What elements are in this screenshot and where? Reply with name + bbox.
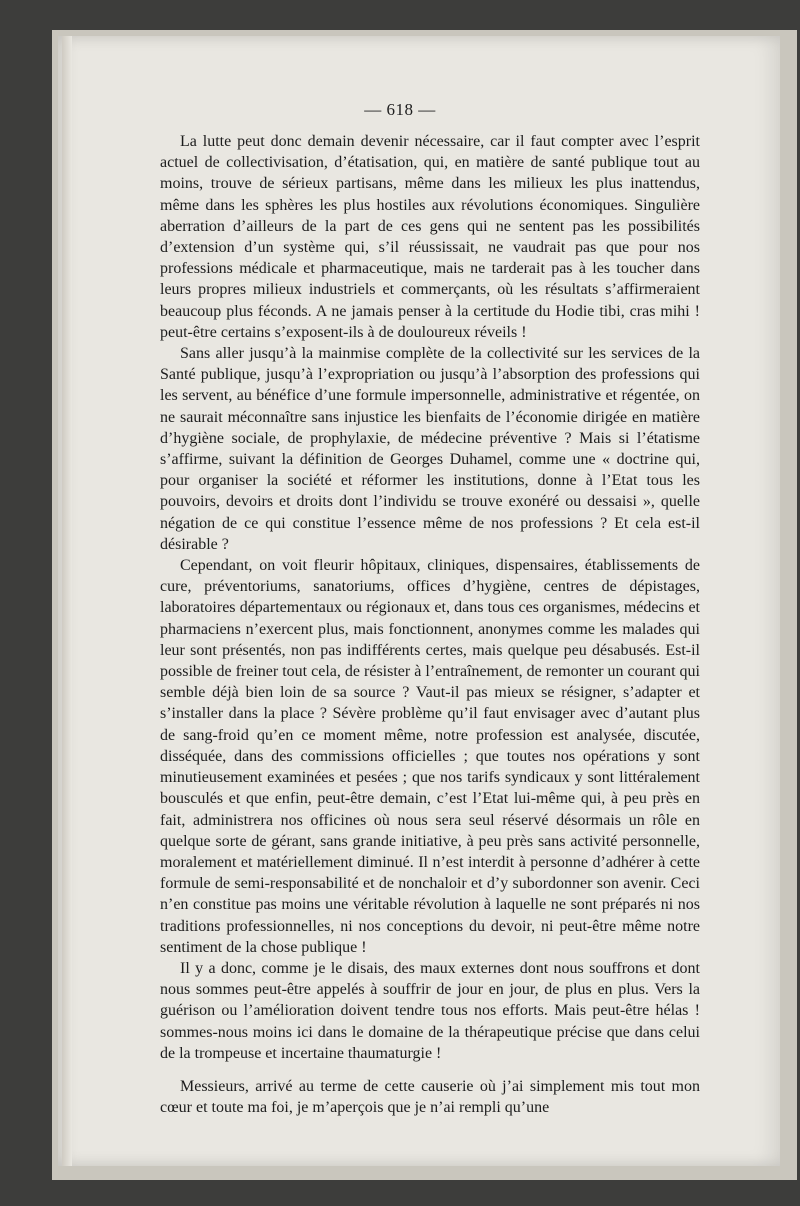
page-gutter: [62, 36, 72, 1166]
paragraph: Cependant, on voit fleurir hôpitaux, cliniques, dispensaires, établissements de cure, préventoriums, sanatoriums, offices d’hygiène, centres de dépistages, laboratoires départementaux ou régionaux et, dans tous ces organismes, médecins et pharmaciens n’exercent plus, mais fonctionnent, anonymes comme les malades qui leur sont présentés, non pas indifférents certes, mais quelque peu désabusés. Est-il possible de freiner tout cela, de résister à l’entraînement, de remonter un courant qui semble déjà bien loin de sa source ? Vaut-il pas mieux se résigner, s’adapter et s’installer dans la place ? Sévère problème qu’il faut envisager avec d’autant plus de sang-froid qu’en ce moment même, notre profession est analysée, discutée, disséquée, dans des commissions officielles ; que toutes nos opérations y sont minutieusement examinées et pesées ; que nos tarifs syndicaux y sont littéralement bousculés et que enfin, peut-être demain, c’est l’Etat lui-même qui, à peu près en fait, administrera nos officines où nous sera seul réservé désormais un rôle en quelque sorte de gérant, sans grande initiative, à peu près sans activité personnelle, moralement et matériellement diminué. Il n’est interdit à personne d’adhérer à cette formule de semi-responsabilité et de nonchaloir et d’y subordonner son avenir. Ceci n’en constitue pas moins une véritable révolution à laquelle ne sont préparés ni nos traditions professionnelles, ni nos conceptions du devoir, ni peut-être même notre sentiment de la chose publique !: [160, 557, 700, 956]
page-number: — 618 —: [364, 100, 436, 119]
paragraph: La lutte peut donc demain devenir nécessaire, car il faut compter avec l’esprit actuel de collectivisation, d’étatisation, qui, en matière de santé publique tout au moins, trouve de sérieux partisans, même dans les milieux les plus inattendus, même dans les sphères les plus hostiles aux révolutions économiques. Singulière aberration d’ailleurs de la part de ces gens qui ne sentent pas les possibilités d’extension d’un système qui, s’il réussissait, ne vaudrait pas que pour nos professions médicale et pharmaceutique, mais ne tarderait pas à les toucher dans leurs propres milieux industriels et commerçants, où les résultats s’affirmeraient beaucoup plus féconds. A ne jamais penser à la certitude du Hodie tibi, cras mihi ! peut-être certains s’exposent-ils à de douloureux réveils !: [160, 133, 700, 341]
body-text: [160, 131, 700, 1118]
paragraph: Messieurs, arrivé au terme de cette causerie où j’ai simplement mis tout mon cœur et toute ma foi, je m’aperçois que je n’ai rempli qu’une: [160, 1077, 700, 1117]
paragraph: Sans aller jusqu’à la mainmise complète de la collectivité sur les services de la Santé publique, jusqu’à l’expropriation ou jusqu’à l’absorption des professions qui les servent, au bénéfice d’une formule impersonnelle, administrative et régentée, on ne saurait méconnaître sans injustice les bienfaits de l’économie dirigée en matière d’hygiène sociale, de prophylaxie, de médecine préventive ? Mais si l’étatisme s’affirme, suivant la définition de Georges Duhamel, comme une « doctrine qui, pour organiser la société et réformer les institutions, donne à l’Etat tous les pouvoirs, devoirs et droits dont l’individu se trouve exonéré ou dessaisi », quelle négation de ce qui constitue l’essence même de nos professions ? Et cela est-il désirable ?: [160, 345, 700, 553]
paragraph: Il y a donc, comme je le disais, des maux externes dont nous souffrons et dont nous sommes peut-être appelés à souffrir de jour en jour, de plus en plus. Vers la guérison ou l’amélioration doivent tendre tous nos efforts. Mais peut-être hélas ! sommes-nous moins ici dans le domaine de la thérapeutique précise que dans celui de la trompeuse et incertaine thaumaturgie !: [160, 959, 700, 1062]
